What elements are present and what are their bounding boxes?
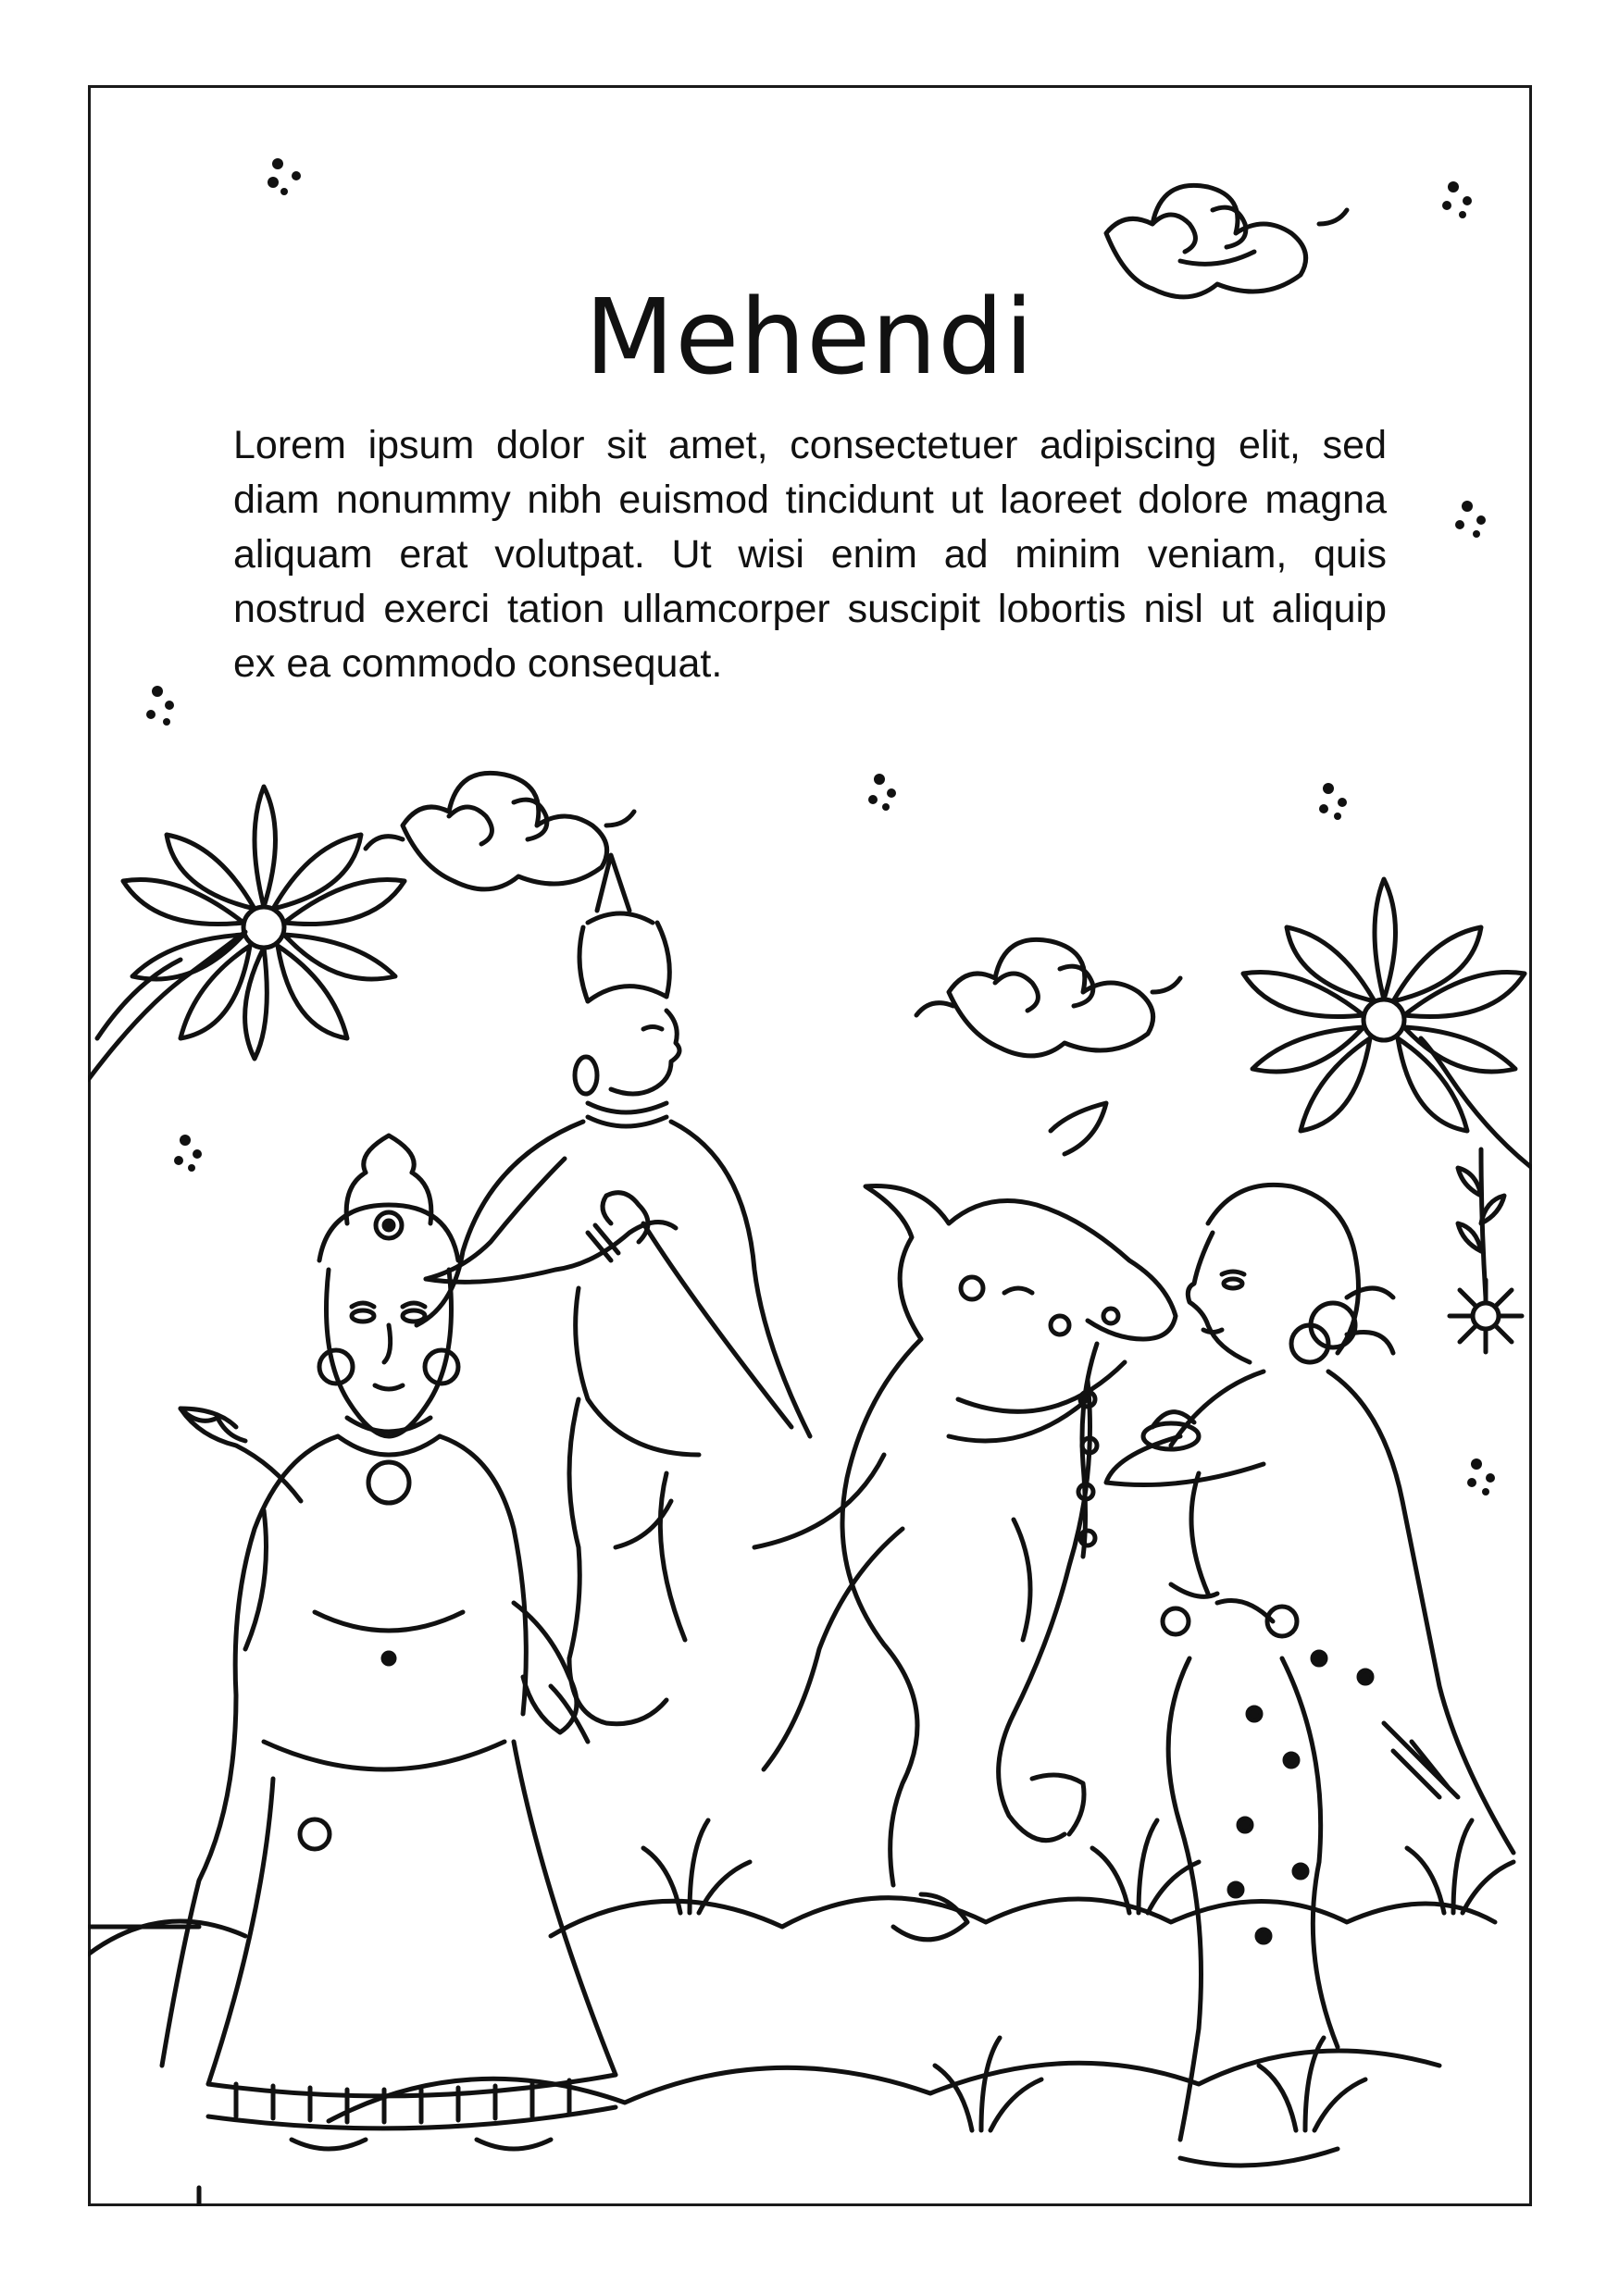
illustration: [88, 85, 1532, 2206]
rider-figure: [417, 855, 810, 1724]
body-paragraph: Lorem ipsum dolor sit amet, consectetuer adipiscing elit, sed diam nonummy nibh euismod tincidunt ut laoreet dolore magna aliquam erat volutpat. Ut wisi enim ad minim veniam, quis nostrud exerci tation ullamcorper suscipit lobortis nisl ut aliquip ex ea commodo consequat.: [233, 423, 1387, 686]
sparkle-icon: [146, 158, 1495, 1496]
cloud-icon: [1106, 185, 1347, 297]
horse: [616, 1103, 1176, 1940]
woman-figure-left: [162, 1136, 616, 2149]
cloud-icon: [916, 939, 1180, 1056]
lotus-flower-left: [88, 787, 405, 1080]
grass-tuft: [643, 1820, 1513, 2130]
lotus-flower-right: [1243, 879, 1532, 1352]
woman-figure-right: [1078, 1185, 1513, 2166]
cloud-icon: [366, 773, 634, 889]
page-title: Mehendi: [584, 278, 1035, 398]
